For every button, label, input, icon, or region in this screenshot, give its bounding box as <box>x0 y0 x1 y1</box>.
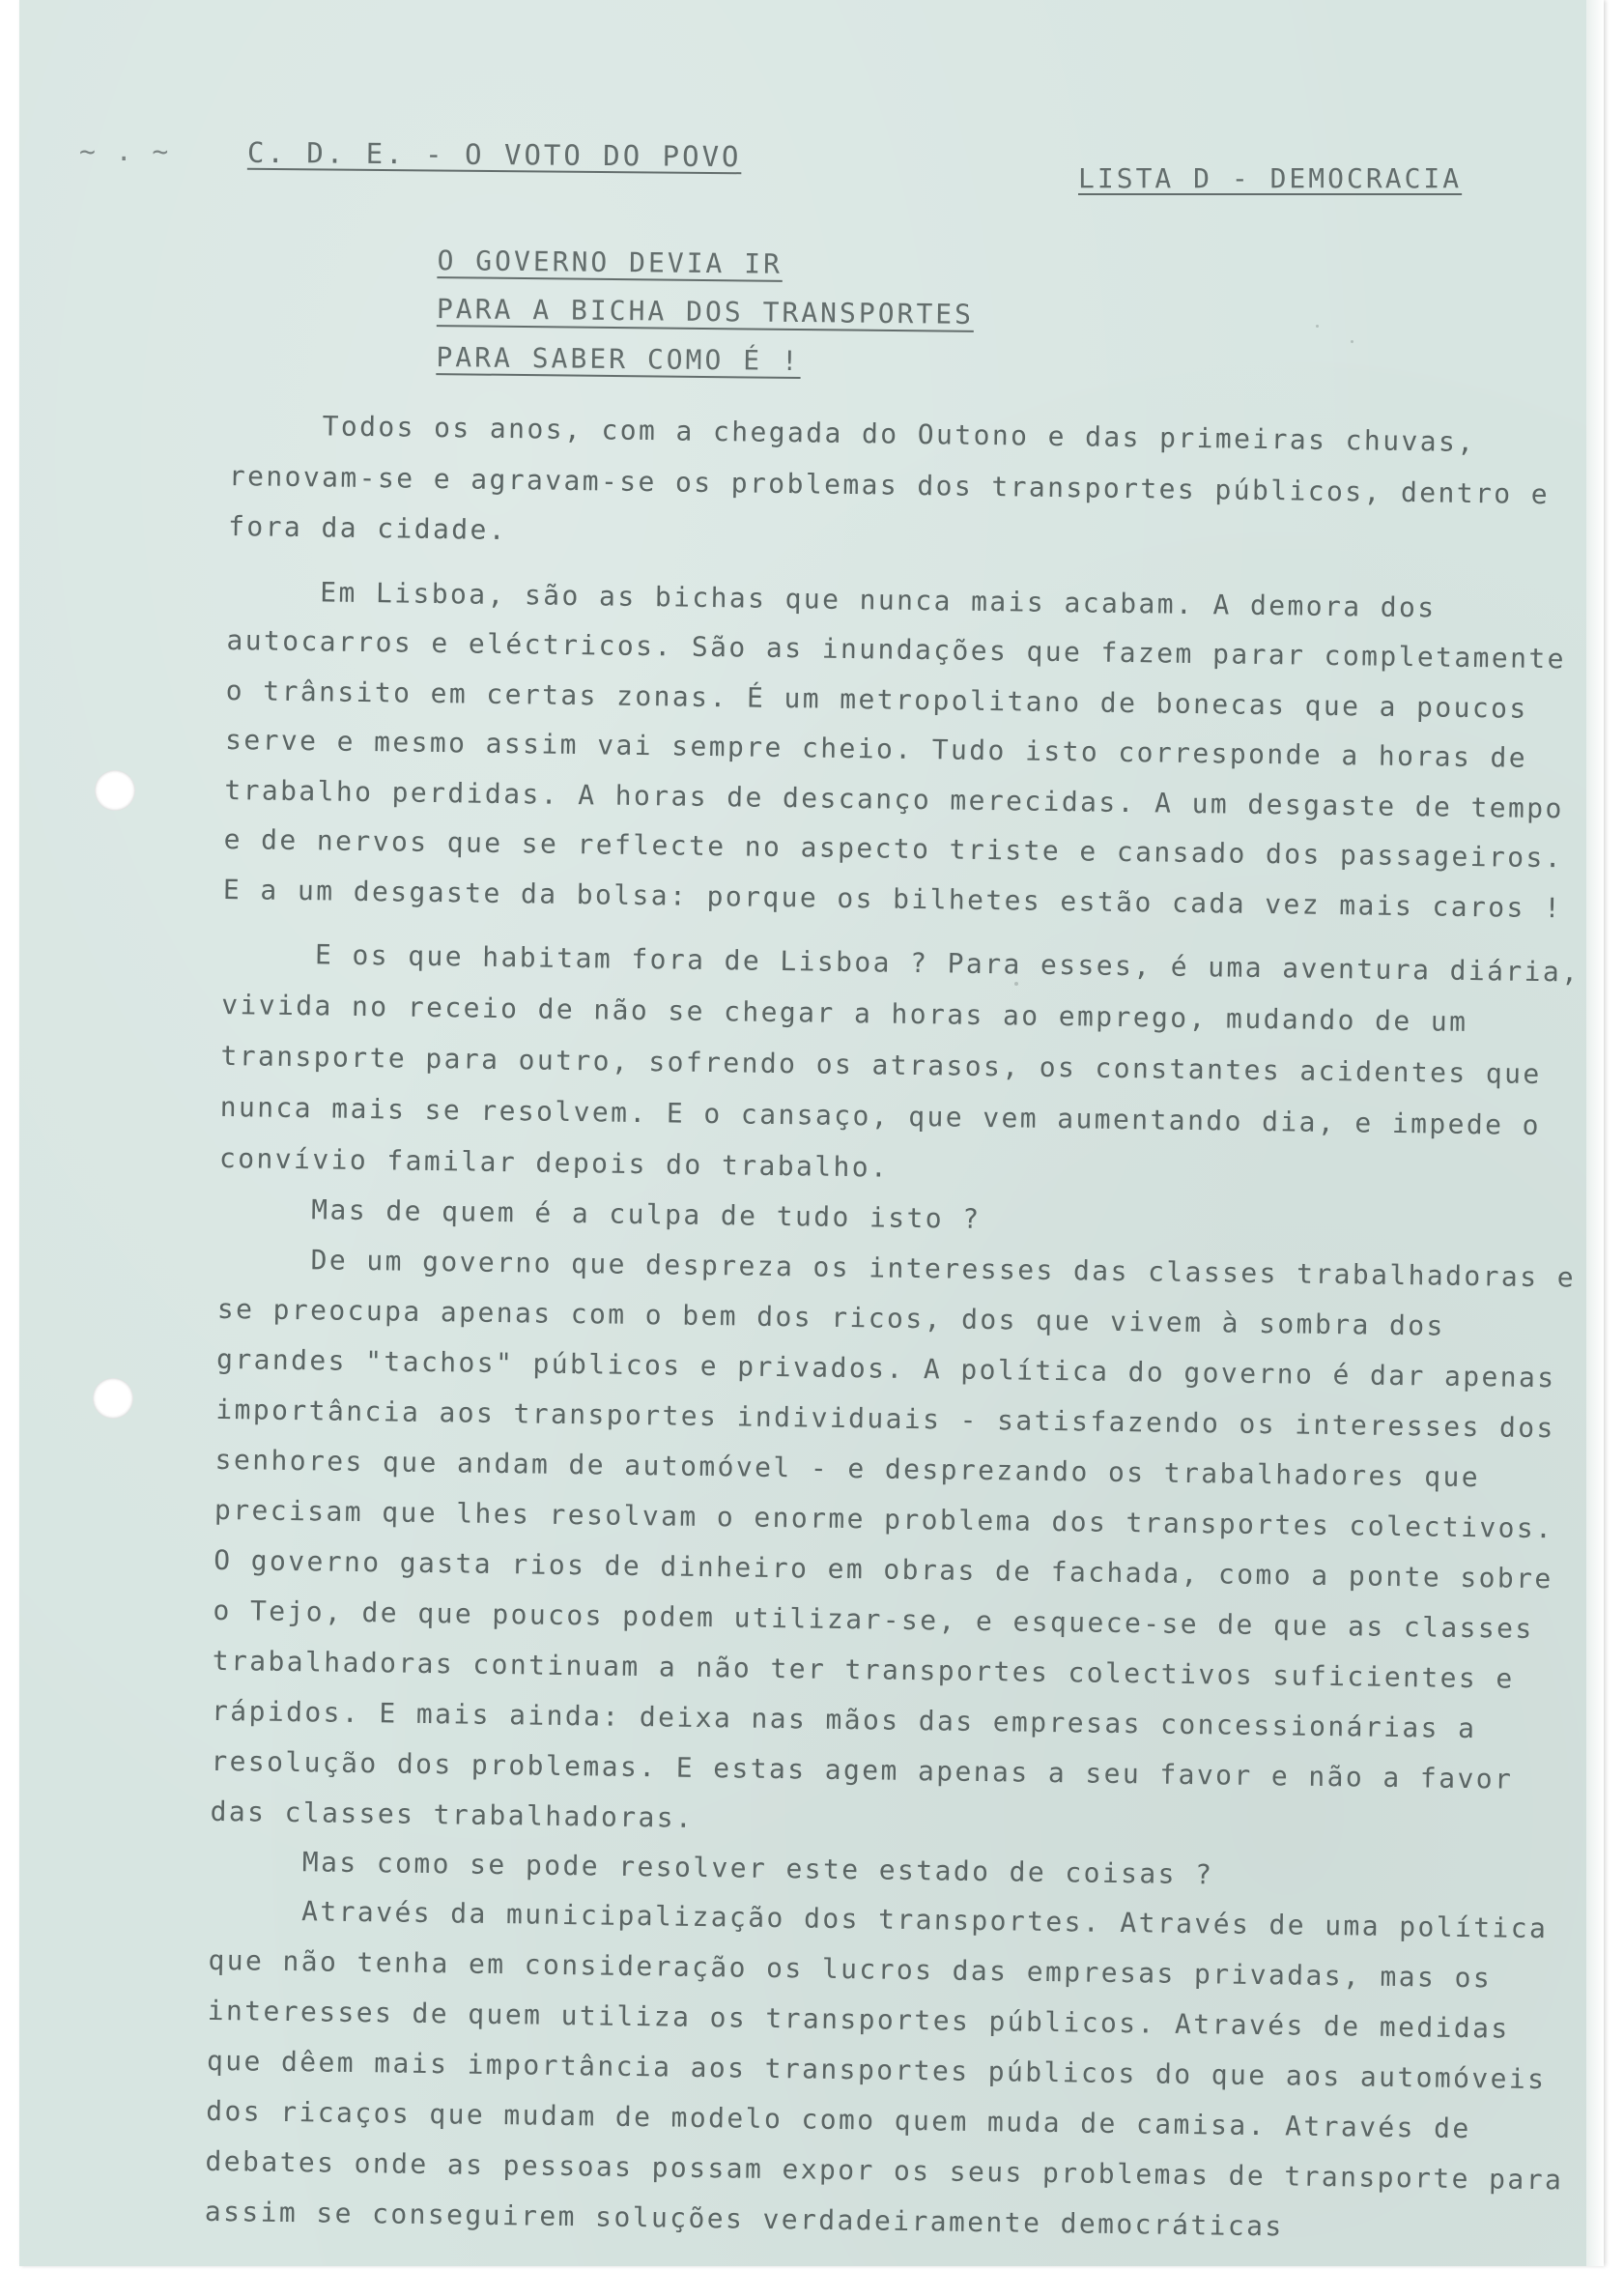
punch-hole-bottom <box>93 1378 133 1419</box>
corner-mark: ~ . ~ <box>79 135 171 167</box>
title-line: PARA SABER COMO É ! <box>436 341 801 378</box>
punch-hole-top <box>95 770 135 811</box>
paragraph: De um governo que despreza os interesses das classes trabalhadoras e se preocupa apenas com o bem dos ricos, dos que vivem à sombra dos grandes "tachos" públicos e privados. A política do governo é dar apenas importância aos transportes individuais - satisfazendo os interesses dos senhores que andam de automóvel - e desprezando os trabalhadores que precisam que lhes resolvam o enorme problema dos transportes colectivos. O governo gasta rios de dinheiro em obras de fachada, como a ponte sobre o Tejo, de que poucos podem utilizar-se, e esquece-se de que as classes trabalhadoras continuam a não ter transportes colectivos suficientes e rápidos. E mais ainda: deixa nas mãos das empresas concessionárias a resolução dos problemas. E estas agem apenas a seu favor e não a favor das classes trabalhadoras. <box>210 1244 1577 1834</box>
document-body <box>204 400 1602 2270</box>
title-line: O GOVERNO DEVIA IR <box>437 244 784 280</box>
header-organization: C. D. E. - O VOTO DO POVO <box>246 135 742 174</box>
title-line: PARA A BICHA DOS TRANSPORTES <box>436 293 975 330</box>
paragraph: Mas de quem é a culpa de tudo isto ? <box>311 1193 982 1235</box>
paragraph: Através da municipalização dos transportes. Através de uma política que não tenha em consideração os lucros das empresas privadas, mas os interesses de quem utiliza os transportes públicos. Através de medidas que dêem mais importância aos transportes públicos do que aos automóveis dos ricaços que mudam de modelo como quem muda de camisa. Através de debates onde as pessoas possam expor os seus problemas de transporte para assim se conseguirem soluções verdadeiramente democráticas <box>204 1895 1564 2243</box>
document-sheet <box>19 0 1604 2266</box>
paragraph: Em Lisboa, são as bichas que nunca mais acabam. A demora dos autocarros e eléctricos. São as inundações que fazem parar completamente o trânsito em certas zonas. É um metropolitano de bonecas que a poucos serve e mesmo assim vai sempre cheio. Tudo isto corresponde a horas de trabalho perdidas. A horas de descanço merecidas. A um desgaste de tempo e de nervos que se reflecte no aspecto triste e cansado dos passageiros. E a um desgaste da bolsa: porque os bilhetes estão cada vez mais caros ! <box>222 575 1567 924</box>
ink-speck <box>1351 340 1353 343</box>
paragraph: Todos os anos, com a chegada do Outono e das primeiras chuvas, renovam-se e agravam-se os problemas dos transportes públicos, dentro e fora da cidade. <box>227 410 1551 547</box>
paragraph: E os que habitam fora de Lisboa ? Para esses, é uma aventura diária, vivida no receio de não se chegar a horas ao emprego, mudando de um transporte para outro, sofrendo os atrasos, os constantes acidentes que nunca mais se resolvem. E o cansaço, que vem aumentando dia, e impede o convívio familar depois do trabalho. <box>218 938 1581 1184</box>
document-title <box>436 237 975 388</box>
paragraph: Mas como se pode resolver este estado de coisas ? <box>301 1846 1214 1891</box>
header-list: LISTA D - DEMOCRACIA <box>1078 162 1463 194</box>
ink-speck <box>1316 325 1319 328</box>
